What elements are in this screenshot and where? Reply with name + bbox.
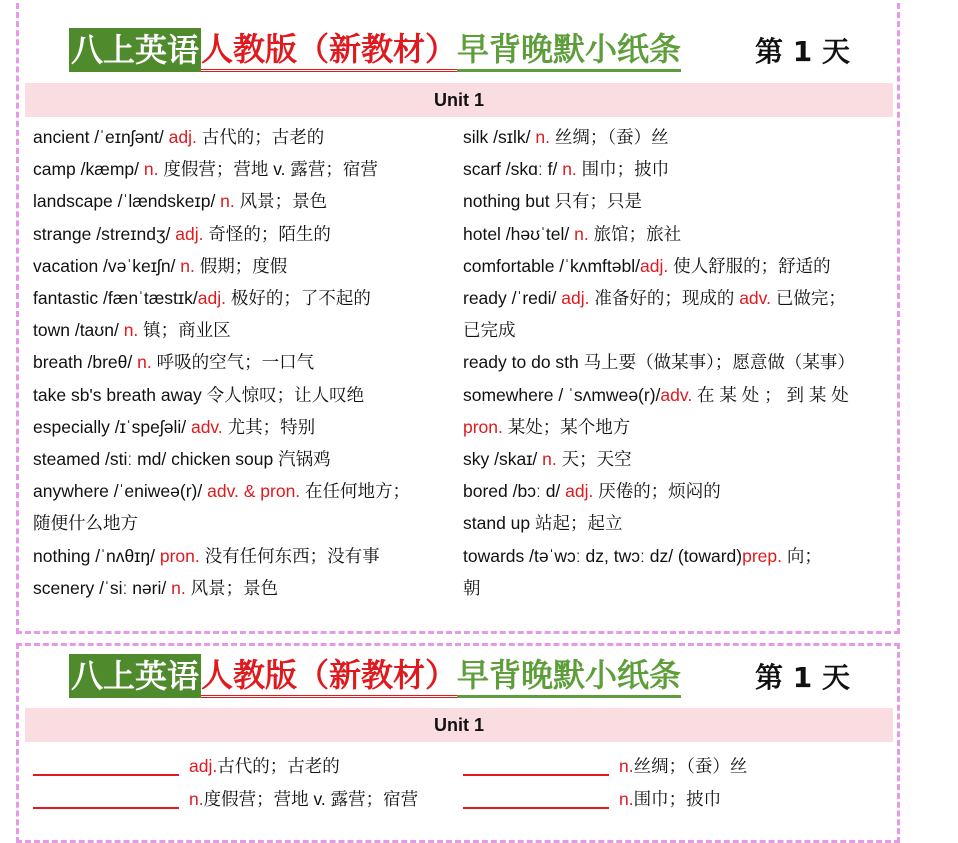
vocab-meaning: 围巾；披巾 xyxy=(633,788,722,809)
quiz-item xyxy=(33,783,453,816)
part-of-speech: adv. & pron. xyxy=(207,481,301,502)
unit-heading: Unit 1 xyxy=(25,83,893,117)
vocab-column-right xyxy=(463,121,893,604)
vocab-entry xyxy=(463,218,893,250)
vocab-meaning: 准备好的；现成的 xyxy=(589,288,740,309)
vocab-word: nothing /ˈnʌθɪŋ/ xyxy=(33,545,160,566)
vocab-word: camp /kæmp/ xyxy=(33,159,144,180)
part-of-speech: pron. xyxy=(159,545,200,566)
vocab-word: 已完成 xyxy=(463,320,516,341)
vocab-word: comfortable /ˈkʌmftəbl/ xyxy=(463,255,640,276)
vocab-word: nothing but 只有；只是 xyxy=(463,191,642,212)
vocab-meaning: 丝绸；（蚕）丝 xyxy=(549,127,669,147)
vocab-word: steamed /stiː md/ chicken soup 汽锅鸡 xyxy=(33,449,331,470)
part-of-speech: n. xyxy=(562,159,577,180)
part-of-speech: n. xyxy=(171,577,186,598)
quiz-card xyxy=(16,643,900,843)
part-of-speech: n. xyxy=(535,127,550,147)
vocab-entry xyxy=(33,282,453,314)
day-label: 第 1 天 xyxy=(755,35,850,68)
part-of-speech: n. xyxy=(542,449,557,470)
part-of-speech: n. xyxy=(619,788,634,809)
vocab-meaning: 某处；某个地方 xyxy=(502,416,631,437)
vocab-meaning: 旅馆；旅社 xyxy=(588,223,682,244)
title-edition: 人教版（新教材） xyxy=(201,29,457,72)
vocab-meaning: 奇怪的；陌生的 xyxy=(203,223,331,244)
vocab-entry xyxy=(33,572,453,604)
vocab-entry xyxy=(463,507,893,539)
vocab-word: ready to do sth 马上要（做某事）；愿意做（某事） xyxy=(463,352,855,373)
vocab-entry xyxy=(463,475,893,507)
vocab-meaning: 度假营；营地 v. 露营；宿营 xyxy=(203,788,419,809)
vocab-meaning: 风景；景色 xyxy=(234,191,328,212)
part-of-speech: n. xyxy=(619,756,634,776)
vocab-entry xyxy=(33,379,453,411)
vocab-word: vacation /vəˈkeɪʃn/ xyxy=(33,255,181,276)
vocab-entry xyxy=(463,346,893,378)
vocab-word: strange /streɪndʒ/ xyxy=(33,223,176,244)
vocab-entry xyxy=(33,346,453,378)
vocab-word: bored /bɔː d/ xyxy=(463,481,566,502)
vocab-meaning: 度假营；营地 v. 露营；宿营 xyxy=(158,159,378,180)
vocab-entry xyxy=(463,540,893,572)
vocab-entry xyxy=(463,443,893,475)
part-of-speech: n. xyxy=(574,223,589,244)
vocab-word: stand up 站起；起立 xyxy=(463,513,623,534)
study-card xyxy=(16,0,900,634)
title-note-type: 早背晚默小纸条 xyxy=(457,29,681,72)
vocab-entry xyxy=(463,121,893,153)
vocab-meaning: 向； xyxy=(782,545,822,566)
vocab-meaning: 围巾；披巾 xyxy=(576,159,670,180)
quiz-item xyxy=(463,783,893,816)
vocab-meaning: 风景；景色 xyxy=(185,577,279,598)
vocab-entry xyxy=(463,185,893,217)
part-of-speech: n. xyxy=(220,191,235,212)
vocab-entry xyxy=(463,153,893,185)
vocab-entry xyxy=(33,475,453,507)
part-of-speech: n. xyxy=(189,788,204,809)
title-row xyxy=(19,28,897,80)
answer-blank[interactable] xyxy=(463,789,609,809)
vocab-entry xyxy=(33,314,453,346)
unit-heading: Unit 1 xyxy=(25,708,893,742)
vocab-meaning: 已做完； xyxy=(770,288,846,309)
vocab-word: silk /sɪlk/ xyxy=(463,127,536,147)
vocab-entry xyxy=(33,153,453,185)
title-edition: 人教版（新教材） xyxy=(201,655,457,698)
part-of-speech: adj. xyxy=(561,288,590,309)
quiz-column-left xyxy=(33,750,453,815)
day-label: 第 1 天 xyxy=(755,661,850,694)
vocab-word: scenery /ˈsiː nəri/ xyxy=(33,577,172,598)
vocab-meaning: 在任何地方； xyxy=(300,481,411,502)
vocab-entry xyxy=(463,314,893,346)
vocab-meaning: 厌倦的；烦闷的 xyxy=(593,481,721,502)
part-of-speech: pron. xyxy=(463,416,503,437)
answer-blank[interactable] xyxy=(33,789,179,809)
part-of-speech: adv. xyxy=(739,288,771,309)
vocab-word: landscape /ˈlændskeɪp/ xyxy=(33,191,221,212)
part-of-speech: adj. xyxy=(168,127,197,147)
part-of-speech: adv. xyxy=(190,416,223,437)
answer-blank[interactable] xyxy=(33,756,179,776)
vocab-meaning: 古代的；古老的 xyxy=(196,127,325,147)
vocab-entry xyxy=(33,218,453,250)
vocab-meaning: 呼吸的空气；一口气 xyxy=(151,352,315,373)
vocab-word: ready /ˈredi/ xyxy=(463,288,562,309)
vocab-meaning: 在 某 处 ； 到 某 处 xyxy=(692,384,849,405)
vocab-word: especially /ɪˈspeʃəli/ xyxy=(33,416,191,437)
vocab-entry xyxy=(463,250,893,282)
vocab-meaning: 极好的；了不起的 xyxy=(225,288,371,309)
vocab-word: town /taʊn/ xyxy=(33,320,124,341)
answer-blank[interactable] xyxy=(463,756,609,776)
part-of-speech: prep. xyxy=(742,545,782,566)
vocab-word: sky /skaɪ/ xyxy=(463,449,543,470)
vocab-meaning: 没有任何东西；没有事 xyxy=(199,545,380,566)
vocab-entry xyxy=(463,379,893,411)
vocab-word: take sb's breath away 令人惊叹；让人叹绝 xyxy=(33,384,365,405)
sheet-title xyxy=(69,654,681,698)
vocab-meaning: 镇；商业区 xyxy=(138,320,231,341)
vocab-entry xyxy=(33,185,453,217)
vocab-word: fantastic /fænˈtæstɪk/ xyxy=(33,288,198,309)
vocab-entry xyxy=(33,411,453,443)
part-of-speech: adj. xyxy=(189,756,218,776)
part-of-speech: n. xyxy=(123,320,139,341)
vocab-entry xyxy=(33,121,453,153)
quiz-item xyxy=(463,750,893,783)
vocab-word: ancient /ˈeɪnʃənt/ xyxy=(33,127,169,147)
vocab-column-left xyxy=(33,121,453,604)
quiz-item xyxy=(33,750,453,783)
vocab-word: scarf /skɑː f/ xyxy=(463,159,563,180)
part-of-speech: adj. xyxy=(565,481,594,502)
title-row xyxy=(19,654,897,706)
part-of-speech: adj. xyxy=(175,223,204,244)
part-of-speech: n. xyxy=(137,352,152,373)
part-of-speech: n. xyxy=(180,255,195,276)
title-note-type: 早背晚默小纸条 xyxy=(457,655,681,698)
part-of-speech: adj. xyxy=(640,255,669,276)
vocab-word: breath /breθ/ xyxy=(33,352,138,373)
vocab-word: hotel /həʊˈtel/ xyxy=(463,223,575,244)
vocab-word: somewhere / ˈsʌmweə(r)/ xyxy=(463,384,661,405)
vocab-word: 朝 xyxy=(463,577,481,598)
vocab-entry xyxy=(463,572,893,604)
vocab-entry xyxy=(33,443,453,475)
vocab-meaning: 丝绸；（蚕）丝 xyxy=(633,756,748,776)
vocab-meaning: 假期；度假 xyxy=(194,255,288,276)
vocab-entry xyxy=(33,250,453,282)
part-of-speech: adj. xyxy=(197,288,226,309)
vocab-meaning: 古代的；古老的 xyxy=(217,756,340,776)
quiz-column-right xyxy=(463,750,893,815)
title-grade-subject: 八上英语 xyxy=(69,28,201,72)
title-grade-subject: 八上英语 xyxy=(69,654,201,698)
vocab-entry xyxy=(463,411,893,443)
vocab-meaning: 使人舒服的；舒适的 xyxy=(668,255,831,276)
vocab-word: 随便什么地方 xyxy=(33,513,138,534)
vocab-meaning: 尤其；特别 xyxy=(222,416,316,437)
part-of-speech: n. xyxy=(143,159,159,180)
vocab-entry xyxy=(463,282,893,314)
part-of-speech: adv. xyxy=(660,384,693,405)
vocab-word: anywhere /ˈeniweə(r)/ xyxy=(33,481,208,502)
vocab-word: towards /təˈwɔː dz, twɔː dz/ (toward) xyxy=(463,545,743,566)
vocab-meaning: 天；天空 xyxy=(556,449,632,470)
sheet-title xyxy=(69,28,681,72)
vocab-entry xyxy=(33,540,453,572)
vocab-entry xyxy=(33,507,453,539)
